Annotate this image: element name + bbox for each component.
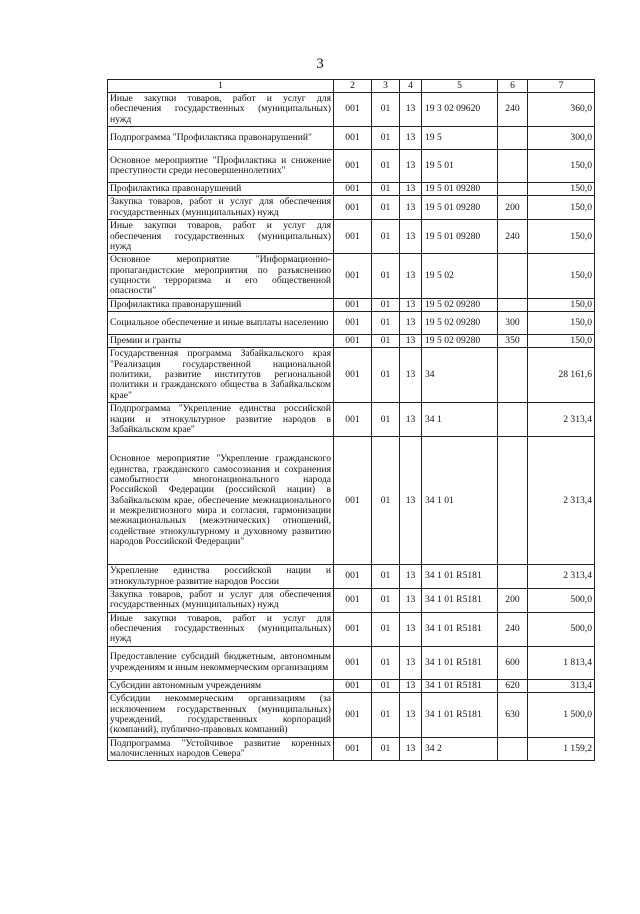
- row-admin-code: 001: [334, 150, 372, 183]
- row-amount: 150,0: [528, 312, 595, 335]
- row-amount: 150,0: [528, 254, 595, 298]
- row-expense-type: 240: [498, 93, 528, 127]
- row-target-article: 34 1 01 R5181: [422, 565, 498, 589]
- row-subsection: 13: [400, 312, 422, 335]
- row-admin-code: 001: [334, 196, 372, 220]
- row-expense-type: [498, 183, 528, 196]
- row-name: Социальное обеспечение и иные выплаты населению: [108, 312, 334, 335]
- table-row: [108, 737, 595, 761]
- budget-table: [107, 79, 595, 761]
- row-name: Иные закупки товаров, работ и услуг для обеспечения государственных (муниципальных) нужд: [108, 93, 334, 127]
- row-amount: 360,0: [528, 93, 595, 127]
- row-expense-type: [498, 298, 528, 311]
- row-section: 01: [372, 312, 400, 335]
- row-subsection: 13: [400, 127, 422, 150]
- row-name: Подпрограмма "Профилактика правонарушений": [108, 127, 334, 150]
- table-row: [108, 183, 595, 196]
- row-target-article: 34 1 01: [422, 437, 498, 565]
- table-row: [108, 693, 595, 737]
- table-row: [108, 348, 595, 403]
- row-expense-type: 620: [498, 679, 528, 692]
- row-subsection: 13: [400, 437, 422, 565]
- row-section: 01: [372, 565, 400, 589]
- row-subsection: 13: [400, 565, 422, 589]
- table-row: [108, 93, 595, 127]
- row-admin-code: 001: [334, 403, 372, 437]
- row-target-article: 19 5 02 09280: [422, 298, 498, 311]
- table-row: [108, 196, 595, 220]
- row-section: 01: [372, 437, 400, 565]
- row-admin-code: 001: [334, 679, 372, 692]
- row-expense-type: 240: [498, 612, 528, 646]
- row-admin-code: 001: [334, 737, 372, 761]
- row-name: Подпрограмма "Устойчивое развитие коренных малочисленных народов Севера": [108, 737, 334, 761]
- row-amount: 2 313,4: [528, 565, 595, 589]
- row-section: 01: [372, 298, 400, 311]
- row-section: 01: [372, 254, 400, 298]
- table-row: [108, 220, 595, 254]
- row-target-article: 34 1 01 R5181: [422, 679, 498, 692]
- row-section: 01: [372, 93, 400, 127]
- row-target-article: 19 5 01 09280: [422, 220, 498, 254]
- row-target-article: 19 5 01 09280: [422, 183, 498, 196]
- row-expense-type: [498, 737, 528, 761]
- column-header: 6: [498, 80, 528, 93]
- row-section: 01: [372, 150, 400, 183]
- row-name: Профилактика правонарушений: [108, 183, 334, 196]
- row-expense-type: 240: [498, 220, 528, 254]
- row-amount: 150,0: [528, 220, 595, 254]
- row-section: 01: [372, 348, 400, 403]
- row-target-article: 19 5 02 09280: [422, 312, 498, 335]
- row-subsection: 13: [400, 737, 422, 761]
- row-expense-type: 630: [498, 693, 528, 737]
- row-subsection: 13: [400, 254, 422, 298]
- row-admin-code: 001: [334, 254, 372, 298]
- header-row: [108, 80, 595, 93]
- row-subsection: 13: [400, 679, 422, 692]
- row-name: Государственная программа Забайкальского края "Реализация государственной национальной политики, развитие институтов региональной политики и гражданского общества в Забайкальском крае": [108, 348, 334, 403]
- row-amount: 150,0: [528, 298, 595, 311]
- row-subsection: 13: [400, 220, 422, 254]
- row-subsection: 13: [400, 646, 422, 679]
- row-subsection: 13: [400, 588, 422, 612]
- row-target-article: 34 1: [422, 403, 498, 437]
- row-name: Закупка товаров, работ и услуг для обеспечения государственных (муниципальных) нужд: [108, 588, 334, 612]
- row-name: Иные закупки товаров, работ и услуг для обеспечения государственных (муниципальных) нужд: [108, 612, 334, 646]
- row-admin-code: 001: [334, 646, 372, 679]
- row-name: Основное мероприятие "Профилактика и снижение преступности среди несовершеннолетних": [108, 150, 334, 183]
- row-admin-code: 001: [334, 93, 372, 127]
- row-amount: 2 313,4: [528, 437, 595, 565]
- row-expense-type: [498, 403, 528, 437]
- row-expense-type: [498, 150, 528, 183]
- row-section: 01: [372, 220, 400, 254]
- row-target-article: 19 5 01 09280: [422, 196, 498, 220]
- row-subsection: 13: [400, 348, 422, 403]
- row-section: 01: [372, 127, 400, 150]
- row-expense-type: 350: [498, 335, 528, 348]
- row-target-article: 34 1 01 R5181: [422, 588, 498, 612]
- row-subsection: 13: [400, 403, 422, 437]
- row-name: Подпрограмма "Укрепление единства российской нации и этнокультурное развитие народов в Забайкальском крае": [108, 403, 334, 437]
- row-target-article: 34: [422, 348, 498, 403]
- row-target-article: 19 5 02: [422, 254, 498, 298]
- row-subsection: 13: [400, 150, 422, 183]
- row-name: Укрепление единства российской нации и этнокультурное развитие народов России: [108, 565, 334, 589]
- row-target-article: 34 1 01 R5181: [422, 646, 498, 679]
- row-admin-code: 001: [334, 127, 372, 150]
- row-name: Премии и гранты: [108, 335, 334, 348]
- row-amount: 28 161,6: [528, 348, 595, 403]
- row-section: 01: [372, 679, 400, 692]
- row-target-article: 19 5 01: [422, 150, 498, 183]
- row-expense-type: [498, 127, 528, 150]
- row-target-article: 34 1 01 R5181: [422, 693, 498, 737]
- row-name: Субсидии некоммерческим организациям (за исключением государственных (муниципальных) учреждений, государственных корпораций (компаний), публично-правовых компаний): [108, 693, 334, 737]
- row-subsection: 13: [400, 612, 422, 646]
- row-admin-code: 001: [334, 612, 372, 646]
- row-admin-code: 001: [334, 220, 372, 254]
- table-row: [108, 254, 595, 298]
- table-row: [108, 612, 595, 646]
- row-amount: 150,0: [528, 183, 595, 196]
- row-amount: 150,0: [528, 196, 595, 220]
- row-target-article: 19 5 02 09280: [422, 335, 498, 348]
- row-name: Субсидии автономным учреждениям: [108, 679, 334, 692]
- row-subsection: 13: [400, 298, 422, 311]
- column-header: 3: [372, 80, 400, 93]
- row-section: 01: [372, 183, 400, 196]
- row-expense-type: 200: [498, 196, 528, 220]
- column-header: 7: [528, 80, 595, 93]
- row-target-article: 19 5: [422, 127, 498, 150]
- row-amount: 500,0: [528, 588, 595, 612]
- row-admin-code: 001: [334, 312, 372, 335]
- row-subsection: 13: [400, 196, 422, 220]
- column-header: 2: [334, 80, 372, 93]
- table-row: [108, 127, 595, 150]
- table-row: [108, 437, 595, 565]
- table-row: [108, 646, 595, 679]
- row-expense-type: [498, 565, 528, 589]
- table-row: [108, 403, 595, 437]
- row-name: Основное мероприятие "Укрепление гражданского единства, гражданского самосознания и сохранения самобытности многонационального народа Российской Федерации (российской нации) в Забайкальском крае, обеспечение межнационального и межрелигиозного мира и согласия, гармонизации межнациональных (межэтнических) отношений, содействие этнокультурному и духовному развитию народов Российской Федерации": [108, 437, 334, 565]
- row-subsection: 13: [400, 693, 422, 737]
- row-section: 01: [372, 403, 400, 437]
- table-row: [108, 679, 595, 692]
- row-expense-type: 200: [498, 588, 528, 612]
- row-amount: 1 813,4: [528, 646, 595, 679]
- row-name: Закупка товаров, работ и услуг для обеспечения государственных (муниципальных) нужд: [108, 196, 334, 220]
- row-amount: 500,0: [528, 612, 595, 646]
- row-section: 01: [372, 646, 400, 679]
- row-section: 01: [372, 693, 400, 737]
- table-row: [108, 565, 595, 589]
- row-admin-code: 001: [334, 348, 372, 403]
- row-expense-type: 300: [498, 312, 528, 335]
- row-expense-type: [498, 254, 528, 298]
- row-admin-code: 001: [334, 298, 372, 311]
- column-header: 1: [108, 80, 334, 93]
- row-admin-code: 001: [334, 437, 372, 565]
- row-admin-code: 001: [334, 565, 372, 589]
- row-subsection: 13: [400, 183, 422, 196]
- row-section: 01: [372, 737, 400, 761]
- page-number: 3: [316, 56, 324, 72]
- row-name: Профилактика правонарушений: [108, 298, 334, 311]
- row-amount: 300,0: [528, 127, 595, 150]
- column-header: 5: [422, 80, 498, 93]
- row-admin-code: 001: [334, 693, 372, 737]
- row-amount: 1 500,0: [528, 693, 595, 737]
- row-admin-code: 001: [334, 588, 372, 612]
- row-section: 01: [372, 612, 400, 646]
- row-expense-type: 600: [498, 646, 528, 679]
- row-amount: 2 313,4: [528, 403, 595, 437]
- row-expense-type: [498, 437, 528, 565]
- row-admin-code: 001: [334, 183, 372, 196]
- row-name: Основное мероприятие "Информационно-пропагандистские мероприятия по разъяснению сущности терроризма и его общественной опасности": [108, 254, 334, 298]
- row-target-article: 34 1 01 R5181: [422, 612, 498, 646]
- row-name: Предоставление субсидий бюджетным, автономным учреждениям и иным некоммерческим организациям: [108, 646, 334, 679]
- row-subsection: 13: [400, 335, 422, 348]
- row-amount: 150,0: [528, 150, 595, 183]
- row-section: 01: [372, 335, 400, 348]
- row-subsection: 13: [400, 93, 422, 127]
- table-row: [108, 335, 595, 348]
- column-header: 4: [400, 80, 422, 93]
- row-section: 01: [372, 196, 400, 220]
- row-amount: 150,0: [528, 335, 595, 348]
- table-row: [108, 588, 595, 612]
- row-target-article: 19 3 02 09620: [422, 93, 498, 127]
- table-row: [108, 298, 595, 311]
- row-target-article: 34 2: [422, 737, 498, 761]
- row-section: 01: [372, 588, 400, 612]
- row-admin-code: 001: [334, 335, 372, 348]
- table-row: [108, 312, 595, 335]
- row-expense-type: [498, 348, 528, 403]
- row-amount: 1 159,2: [528, 737, 595, 761]
- row-name: Иные закупки товаров, работ и услуг для обеспечения государственных (муниципальных) нужд: [108, 220, 334, 254]
- row-amount: 313,4: [528, 679, 595, 692]
- table-row: [108, 150, 595, 183]
